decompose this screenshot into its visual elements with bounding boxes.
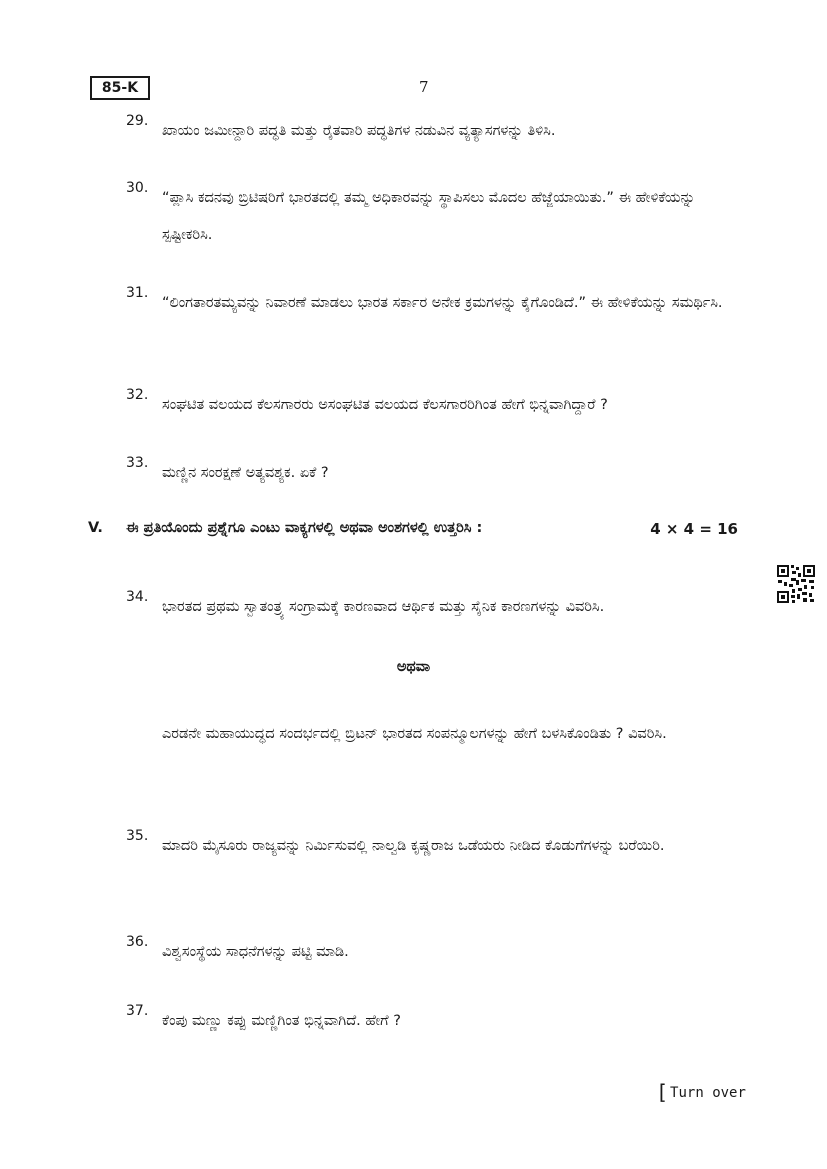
question-32 bbox=[126, 387, 738, 424]
question-text: ಭಾರತದ ಪ್ರಥಮ ಸ್ವಾತಂತ್ರ್ಯ ಸಂಗ್ರಾಮಕ್ಕೆ ಕಾರಣವಾದ ಆರ್ಥಿಕ ಮತ್ತು ಸೈನಿಕ ಕಾರಣಗಳನ್ನು ವಿವರಿಸಿ. bbox=[162, 599, 605, 615]
question-number: 32. bbox=[126, 387, 149, 403]
page-number: 7 bbox=[419, 78, 429, 96]
bracket-mark: [ bbox=[656, 1080, 669, 1104]
section-instruction: ಈ ಪ್ರತಿಯೊಂದು ಪ್ರಶ್ನೆಗೂ ಎಂಟು ವಾಕ್ಯಗಳಲ್ಲಿ ಅಥವಾ ಅಂಶಗಳಲ್ಲಿ ಉತ್ತರಿಸಿ : bbox=[126, 520, 483, 536]
section-marks: 4 × 4 = 16 bbox=[650, 520, 738, 538]
question-number: 30. bbox=[126, 180, 149, 196]
question-31 bbox=[126, 285, 738, 322]
question-text: ಮಣ್ಣಿನ ಸಂರಕ್ಷಣೆ ಅತ್ಯವಶ್ಯಕ. ಏಕೆ ? bbox=[162, 465, 329, 481]
question-30 bbox=[126, 180, 738, 254]
question-text: “ಪ್ಲಾಸಿ ಕದನವು ಬ್ರಿಟಿಷರಿಗೆ ಭಾರತದಲ್ಲಿ ತಮ್ಮ ಅಧಿಕಾರವನ್ನು ಸ್ಥಾಪಿಸಲು ಮೊದಲ ಹೆಜ್ಜೆಯಾಯಿತು.” ಈ ಹೇಳಿಕೆಯನ್ನು ಸ್ಪಷ್ಟೀಕರಿಸಿ. bbox=[162, 190, 696, 243]
question-37 bbox=[126, 1003, 738, 1040]
question-number: 29. bbox=[126, 113, 149, 129]
question-number: 33. bbox=[126, 455, 149, 471]
turn-over-note bbox=[656, 1080, 746, 1104]
paper-code: 85-K bbox=[90, 76, 150, 100]
question-35 bbox=[126, 828, 738, 865]
question-33 bbox=[126, 455, 738, 492]
question-number: 35. bbox=[126, 828, 149, 844]
question-number: 36. bbox=[126, 934, 149, 950]
qr-code-icon bbox=[776, 564, 816, 604]
question-text: ವಿಶ್ವಸಂಸ್ಥೆಯ ಸಾಧನೆಗಳನ್ನು ಪಟ್ಟಿ ಮಾಡಿ. bbox=[162, 944, 349, 960]
section-numeral: V. bbox=[88, 520, 103, 536]
question-34 bbox=[126, 589, 738, 626]
question-36 bbox=[126, 934, 738, 971]
question-text: ಖಾಯಂ ಜಮೀನ್ದಾರಿ ಪದ್ಧತಿ ಮತ್ತು ರೈತವಾರಿ ಪದ್ಧತಿಗಳ ನಡುವಿನ ವ್ಯತ್ಯಾಸಗಳನ್ನು ತಿಳಿಸಿ. bbox=[162, 123, 556, 139]
question-text: “ಲಿಂಗತಾರತಮ್ಯವನ್ನು ನಿವಾರಣೆ ಮಾಡಲು ಭಾರತ ಸರ್ಕಾರ ಅನೇಕ ಕ್ರಮಗಳನ್ನು ಕೈಗೊಂಡಿದೆ.” ಈ ಹೇಳಿಕೆಯನ್ನು ಸಮರ್ಥಿಸಿ. bbox=[162, 295, 723, 311]
question-number: 34. bbox=[126, 589, 149, 605]
question-34-alternative: ಎರಡನೇ ಮಹಾಯುದ್ಧದ ಸಂದರ್ಭದಲ್ಲಿ ಬ್ರಿಟನ್ ಭಾರತದ ಸಂಪನ್ಮೂಲಗಳನ್ನು ಹೇಗೆ ಬಳಸಿಕೊಂಡಿತು ? ವಿವರಿಸಿ. bbox=[162, 726, 667, 742]
question-number: 31. bbox=[126, 285, 149, 301]
question-text: ಸಂಘಟಿತ ವಲಯದ ಕೆಲಸಗಾರರು ಅಸಂಘಟಿತ ವಲಯದ ಕೆಲಸಗಾರರಿಗಿಂತ ಹೇಗೆ ಭಿನ್ನವಾಗಿದ್ದಾರೆ ? bbox=[162, 397, 608, 413]
question-number: 37. bbox=[126, 1003, 149, 1019]
question-29 bbox=[126, 113, 738, 150]
turn-over-text: Turn over bbox=[670, 1085, 746, 1101]
question-text: ಮಾದರಿ ಮೈಸೂರು ರಾಜ್ಯವನ್ನು ನಿರ್ಮಿಸುವಲ್ಲಿ ನಾಲ್ವಡಿ ಕೃಷ್ಣರಾಜ ಒಡೆಯರು ನೀಡಿದ ಕೊಡುಗೆಗಳನ್ನು ಬರೆಯಿರಿ. bbox=[162, 838, 665, 854]
or-label: ಅಥವಾ bbox=[396, 659, 431, 675]
question-text: ಕೆಂಪು ಮಣ್ಣು ಕಪ್ಪು ಮಣ್ಣಿಗಿಂತ ಭಿನ್ನವಾಗಿದೆ. ಹೇಗೆ ? bbox=[162, 1013, 401, 1029]
section-v-header bbox=[88, 520, 738, 542]
